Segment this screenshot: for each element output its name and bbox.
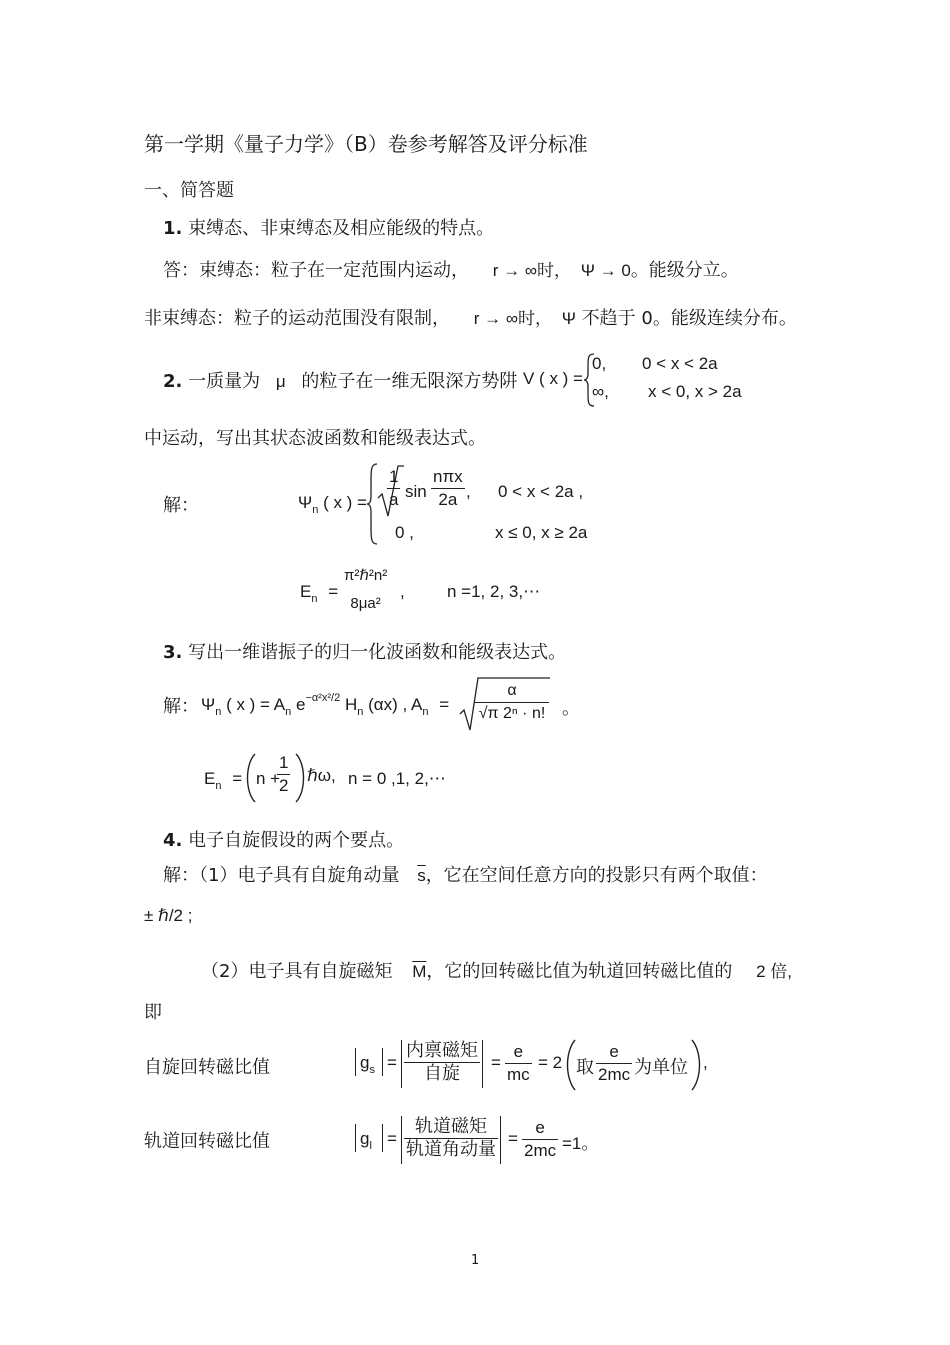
equals: = [328,582,339,601]
equation-part: (αx) , A [368,695,423,714]
normalization-fraction [475,680,549,725]
numerator: 1 [387,466,400,489]
case-2-condition: x < 0, x > 2a [648,382,742,401]
numerator: 内禀磁矩 [406,1040,478,1061]
spin-projection-value: ± ℏ/2 ; [144,906,193,925]
abs-bar [401,1116,402,1164]
point-text: ，它的回转磁比值为轨道回转磁比值的 [426,961,733,982]
question-3 [163,638,566,664]
subscript: s [369,1064,375,1076]
exponent: −α²x²/2 [305,692,341,704]
denominator: mc [507,1065,530,1084]
case-2-value: ∞, [592,382,609,401]
section-heading: 一、简答题 [144,180,234,201]
question-text: 写出一维谐振子的归一化波函数和能级表达式。 [188,642,567,663]
answer-text: 非束缚态：粒子的运动范围没有限制， [144,308,450,329]
orbital-ratio-label: 轨道回转磁比值 [144,1131,270,1152]
equals: = [232,769,243,788]
subscript: n [285,706,292,718]
sin-function: sin [405,482,427,501]
subscript: n [215,780,222,792]
left-paren-icon [563,1038,577,1092]
numerator: nπx [431,466,465,489]
case-1-condition: 0 < x < 2a [642,354,718,373]
equals: = [387,1053,397,1072]
abs-bar [355,1124,356,1152]
equals-two: = 2 [538,1053,563,1072]
energy-lhs [300,582,338,605]
question-1 [163,214,494,240]
comma: , [703,1053,708,1072]
half-fraction [277,752,290,797]
question-text: 的粒子在一维无限深方势阱 [301,371,518,392]
case-1-value: 0, [592,354,607,373]
hbar-omega: ℏω, [307,766,336,785]
question-2 [163,367,517,393]
question-text: 束缚态、非束缚态及相应能级的特点。 [188,218,495,239]
numerator: e [596,1041,632,1064]
unit-text: 为单位 [634,1057,688,1078]
sin-fraction [431,466,465,511]
question-text: 电子自旋假设的两个要点。 [188,830,405,851]
spin-vector: $\overline{s}$ [417,866,426,885]
g-s [360,1053,375,1076]
left-paren-icon [243,752,257,804]
numerator: π²ℏ²n² [344,567,388,584]
denominator: 轨道角动量 [406,1139,496,1160]
right-paren-icon [294,752,308,804]
equals: = [491,1053,501,1072]
psi-n-lhs [298,493,367,516]
question-number: 3. [163,642,183,663]
condition-1: 0 < x < 2a , [498,482,584,501]
abs-bar [482,1040,483,1088]
abs-bar [500,1116,501,1164]
abs-bar [355,1048,356,1076]
denominator: 自旋 [424,1063,460,1084]
solution-label: 解： [163,495,199,516]
continuation: 即 [144,1002,162,1023]
comma: , [466,482,471,501]
equation-part: ( x ) = A [226,695,286,714]
abs-bar [401,1040,402,1088]
magnetic-moment-vector: $\overline{M}$ [412,962,427,981]
page-title: 第一学期《量子力学》（B）卷参考解答及评分标准 [144,132,588,156]
psi-limit: Ψ → 0 [580,261,631,280]
subscript: n [357,706,364,718]
point-text: ，它在空间任意方向的投影只有两个取值： [425,865,768,886]
condition-2: x ≤ 0, x ≥ 2a [495,523,588,542]
denominator: 2 [279,776,289,795]
numerator: e [505,1041,532,1064]
subscript: n [215,706,222,718]
question-text: 一质量为 [188,371,261,392]
energy-lhs [204,769,242,792]
answer-tail: 不趋于 0。能级连续分布。 [581,308,797,329]
equals: = [508,1129,518,1148]
e-over-2mc [522,1117,558,1162]
equals: = [439,695,450,714]
psi-symbol: Ψ [201,695,216,714]
psi-arg: ( x ) = [323,493,367,512]
energy-symbol: E [204,769,216,788]
energy-fraction [342,565,389,615]
numerator: 1 [277,752,290,775]
spin-moment-fraction [404,1040,480,1085]
quantum-number-range: n =1, 2, 3,⋯ [447,582,541,601]
numerator: 轨道磁矩 [404,1116,498,1139]
numerator: e [522,1117,558,1140]
right-paren-icon [690,1038,704,1092]
sqrt-fraction [387,466,400,511]
subscript: n [312,504,319,516]
spin-ratio-label: 自旋回转磁比值 [144,1057,270,1078]
energy-symbol: E [300,582,312,601]
orbital-moment-fraction [404,1116,498,1161]
ratio-value: 2 倍, [756,962,792,981]
numerator: α [475,680,549,703]
e-over-mc [505,1041,532,1086]
psi-symbol: Ψ [298,493,313,512]
psi-symbol: Ψ [561,309,576,328]
point-text: 解：（1）电子具有自旋角动量 [163,865,400,886]
oscillator-wavefunction [201,692,449,718]
denominator: 2a [438,490,458,509]
denominator: √π 2ⁿ · n! [478,705,546,722]
denominator: 2mc [598,1065,631,1084]
mu-symbol: μ [275,372,286,391]
denominator: 8μa² [350,595,381,612]
question-4 [163,826,404,852]
question-number: 2. [163,371,183,392]
point-2 [201,957,792,983]
answer-1-line2 [144,304,797,330]
answer-tail: 。能级分立。 [630,260,739,281]
g-symbol: g [360,1129,370,1148]
take-text: 取 [576,1057,594,1078]
question-number: 4. [163,830,183,851]
period: 。 [562,698,580,719]
e-over-2mc [596,1041,632,1086]
question-2-cont: 中运动，写出其状态波函数和能级表达式。 [144,428,486,449]
equals-one: =1。 [562,1134,599,1153]
quantum-number-range: n = 0 ,1, 2,⋯ [348,769,446,788]
zero-case: 0 , [395,523,414,542]
point-1 [163,861,768,887]
subscript: n [311,593,318,605]
subscript: l [369,1140,372,1152]
denominator: a [389,490,399,509]
n-plus: n + [256,769,281,788]
answer-text: 答：束缚态：粒子在一定范围内运动， [163,260,469,281]
condition: r → ∞时， [492,261,571,280]
abs-bar [382,1124,383,1152]
equals: = [387,1129,397,1148]
comma: , [400,582,405,601]
question-number: 1. [163,218,183,239]
page-number: 1 [471,1253,480,1268]
potential-lhs: V ( x ) = [523,369,583,388]
denominator: 2mc [524,1141,557,1160]
answer-1-line1 [163,256,739,282]
subscript: n [422,706,429,718]
exponential: e [295,695,306,714]
condition: r → ∞时， [473,309,552,328]
solution-label: 解： [163,696,199,717]
g-symbol: g [360,1053,370,1072]
g-l [360,1129,372,1152]
abs-bar [382,1048,383,1076]
point-text: （2）电子具有自旋磁矩 [201,961,393,982]
hermite-symbol: H [344,695,358,714]
